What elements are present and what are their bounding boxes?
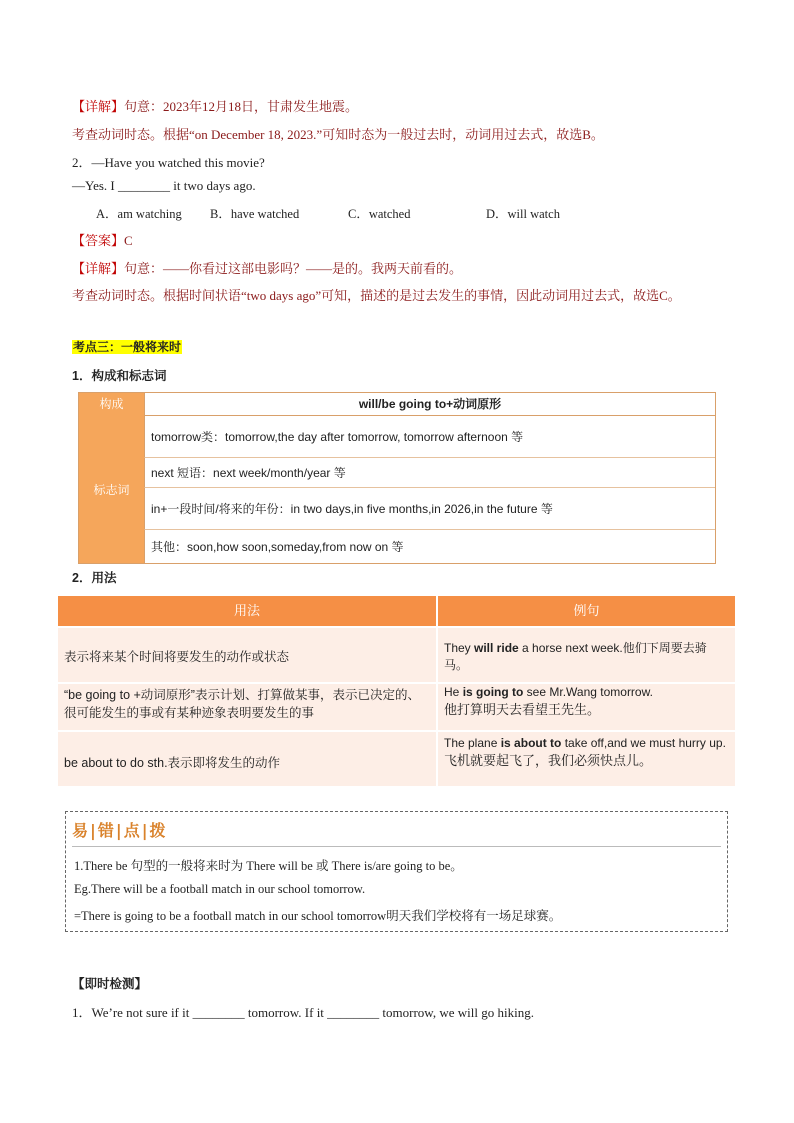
section-title: 考点三：一般将来时 [73, 340, 182, 354]
table-row: next 短语：next week/month/year 等 [144, 457, 715, 487]
question-stem-2: —Yes. I ________ it two days ago. [72, 178, 256, 193]
explain-meaning: 句意：——你看过这部电影吗？——是的。我两天前看的。 [124, 261, 463, 276]
tip-line: 1.There be 句型的一般将来时为 There will be 或 There is/are going to be。 [74, 859, 463, 873]
question-stem: 2．—Have you watched this movie? [72, 155, 265, 170]
option-c: C．watched [348, 207, 411, 221]
explain-analysis: 考查动词时态。根据时间状语“two days ago”可知，描述的是过去发生的事情，因此动词用过去式，故选C。 [72, 288, 681, 303]
usage-cell: 表示将来某个时间将要发生的动作或状态 [64, 650, 290, 664]
tip-line: Eg.There will be a football match in our school tomorrow. [74, 882, 366, 896]
option-a: A．am watching [96, 207, 182, 221]
answer-value: C [124, 233, 133, 248]
explain-tag: 【详解】 [72, 261, 125, 276]
example-cell: The plane is about to take off,and we must hurry up. 飞机就要起飞了，我们必须快点儿。 [444, 736, 726, 768]
q2-explain [72, 258, 462, 277]
subheading-usage: 2．用法 [72, 571, 117, 585]
usage-cell: be about to do sth.表示即将发生的动作 [64, 756, 281, 770]
header-label: 构成 [79, 393, 144, 415]
tip-box [65, 811, 728, 932]
usage-table [58, 596, 735, 786]
answer-tag: 【答案】 [72, 233, 125, 248]
table-row: 其他：soon,how soon,someday,from now on 等 [144, 529, 715, 563]
header-value: will/be going to+动词原形 [144, 393, 715, 416]
table-row: in+一段时间/将来的年份：in two days,in five months,in 2026,in the future 等 [144, 487, 715, 529]
example-cell: He is going to see Mr.Wang tomorrow. 他打算明天去看望王先生。 [444, 685, 653, 717]
table-row: tomorrow类：tomorrow,the day after tomorrow, tomorrow afternoon 等 [144, 415, 715, 457]
option-d: D．will watch [486, 207, 560, 221]
q1-explain [72, 96, 358, 115]
question-stem: 1．We’re not sure if it ________ tomorrow. If it ________ tomorrow, we will go hiking. [72, 1005, 534, 1020]
subheading-structure: 1．构成和标志词 [72, 369, 167, 383]
explain-analysis: 考查动词时态。根据“on December 18, 2023.”可知时态为一般过去时，动词用过去式，故选B。 [72, 127, 604, 142]
side-label: 标志词 [79, 415, 144, 563]
explain-tag: 【详解】 [72, 99, 125, 114]
column-header-example: 例句 [438, 596, 735, 626]
tip-title: 易|错|点|拨 [72, 821, 168, 840]
column-header-usage: 用法 [58, 596, 436, 626]
structure-table [78, 392, 716, 564]
usage-cell: “be going to +动词原形”表示计划、打算做某事，表示已决定的、很可能发生的事或有某种迹象表明要发生的事 [64, 688, 420, 720]
option-b: B．have watched [210, 207, 300, 221]
table-body [58, 628, 735, 786]
example-cell: They will ride a horse next week.他们下周要去骑马。 [444, 641, 707, 672]
answer [72, 230, 133, 249]
check-title: 【即时检测】 [72, 977, 148, 991]
explain-meaning: 句意：2023年12月18日，甘肃发生地震。 [124, 99, 359, 114]
tip-line: =There is going to be a football match in our school tomorrow明天我们学校将有一场足球赛。 [74, 909, 562, 923]
